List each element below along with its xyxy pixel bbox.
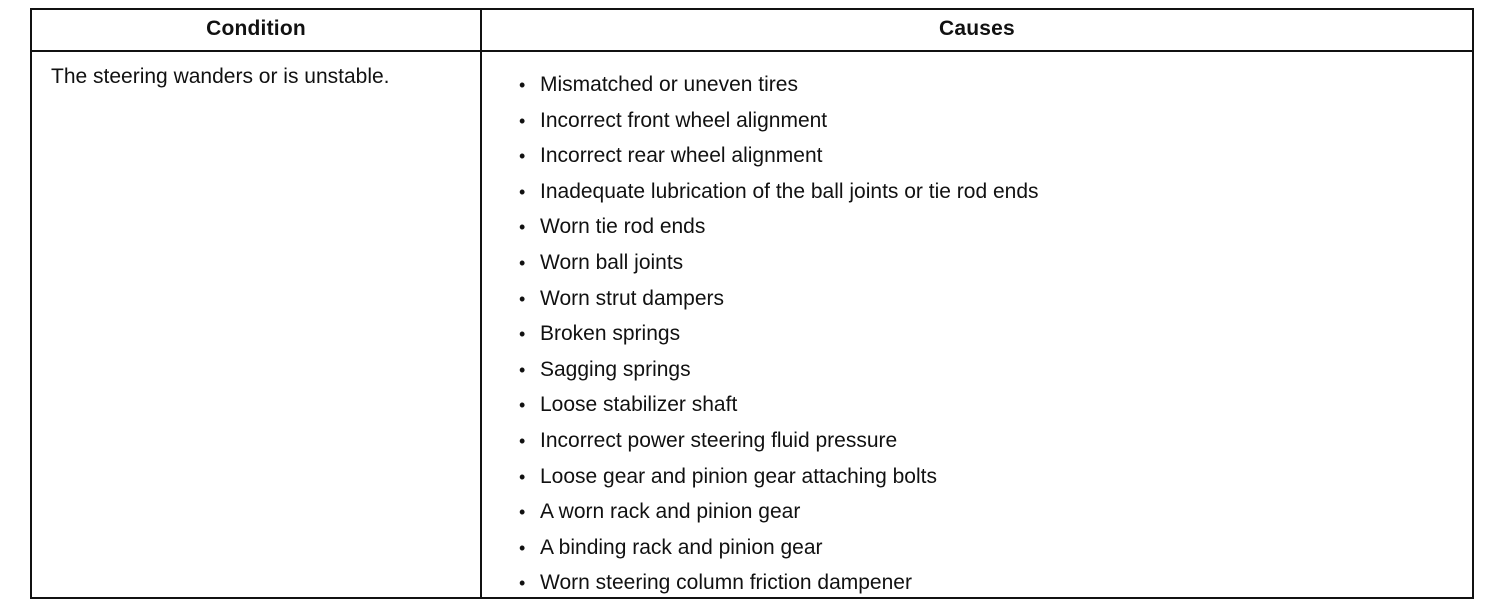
cause-item <box>514 425 1039 461</box>
cause-text: Worn strut dampers <box>540 286 725 310</box>
cause-item <box>514 461 1039 497</box>
column-divider <box>480 10 482 597</box>
cause-item <box>514 318 1039 354</box>
cause-item <box>514 105 1039 141</box>
cause-item <box>514 69 1039 105</box>
bullet-icon: • <box>519 359 526 380</box>
cause-item <box>514 211 1039 247</box>
bullet-icon: • <box>519 537 526 558</box>
causes-list <box>514 69 1039 603</box>
cause-text: Broken springs <box>540 322 681 346</box>
bullet-icon: • <box>519 324 526 345</box>
cause-text: Incorrect power steering fluid pressure <box>540 428 898 452</box>
bullet-icon: • <box>519 252 526 273</box>
cause-item <box>514 247 1039 283</box>
header-condition: Condition <box>206 17 306 40</box>
cause-item <box>514 140 1039 176</box>
bullet-icon: • <box>519 75 526 95</box>
bullet-icon: • <box>519 110 526 131</box>
table-header-row <box>32 10 1472 52</box>
cause-text: Sagging springs <box>540 357 691 381</box>
bullet-icon: • <box>519 430 526 451</box>
bullet-icon: • <box>519 217 526 238</box>
cause-text: Mismatched or uneven tires <box>540 73 798 96</box>
bullet-icon: • <box>519 466 526 487</box>
cause-item <box>514 567 1039 603</box>
bullet-icon: • <box>519 502 526 523</box>
cause-text: Worn steering column friction dampener <box>540 571 912 595</box>
bullet-icon: • <box>519 573 526 594</box>
bullet-icon: • <box>519 146 526 167</box>
cause-item <box>514 354 1039 390</box>
cause-text: Incorrect rear wheel alignment <box>540 144 823 168</box>
cause-text: A binding rack and pinion gear <box>540 535 823 559</box>
bullet-icon: • <box>519 181 526 202</box>
cause-item <box>514 532 1039 568</box>
bullet-icon: • <box>519 395 526 416</box>
cause-item <box>514 496 1039 532</box>
cause-item <box>514 176 1039 212</box>
cause-text: Loose gear and pinion gear attaching bolts <box>540 464 937 488</box>
cause-text: Worn tie rod ends <box>540 215 706 239</box>
cause-item <box>514 389 1039 425</box>
cause-text: Incorrect front wheel alignment <box>540 108 828 132</box>
condition-cell: The steering wanders or is unstable. <box>51 65 390 88</box>
header-causes: Causes <box>939 17 1015 40</box>
cause-text: Worn ball joints <box>540 250 684 274</box>
cause-text: Loose stabilizer shaft <box>540 393 738 417</box>
diagnosis-table <box>30 8 1474 599</box>
bullet-icon: • <box>519 288 526 309</box>
cause-text: A worn rack and pinion gear <box>540 500 801 524</box>
cause-text: Inadequate lubrication of the ball joints or tie rod ends <box>540 179 1039 203</box>
cause-item <box>514 283 1039 319</box>
